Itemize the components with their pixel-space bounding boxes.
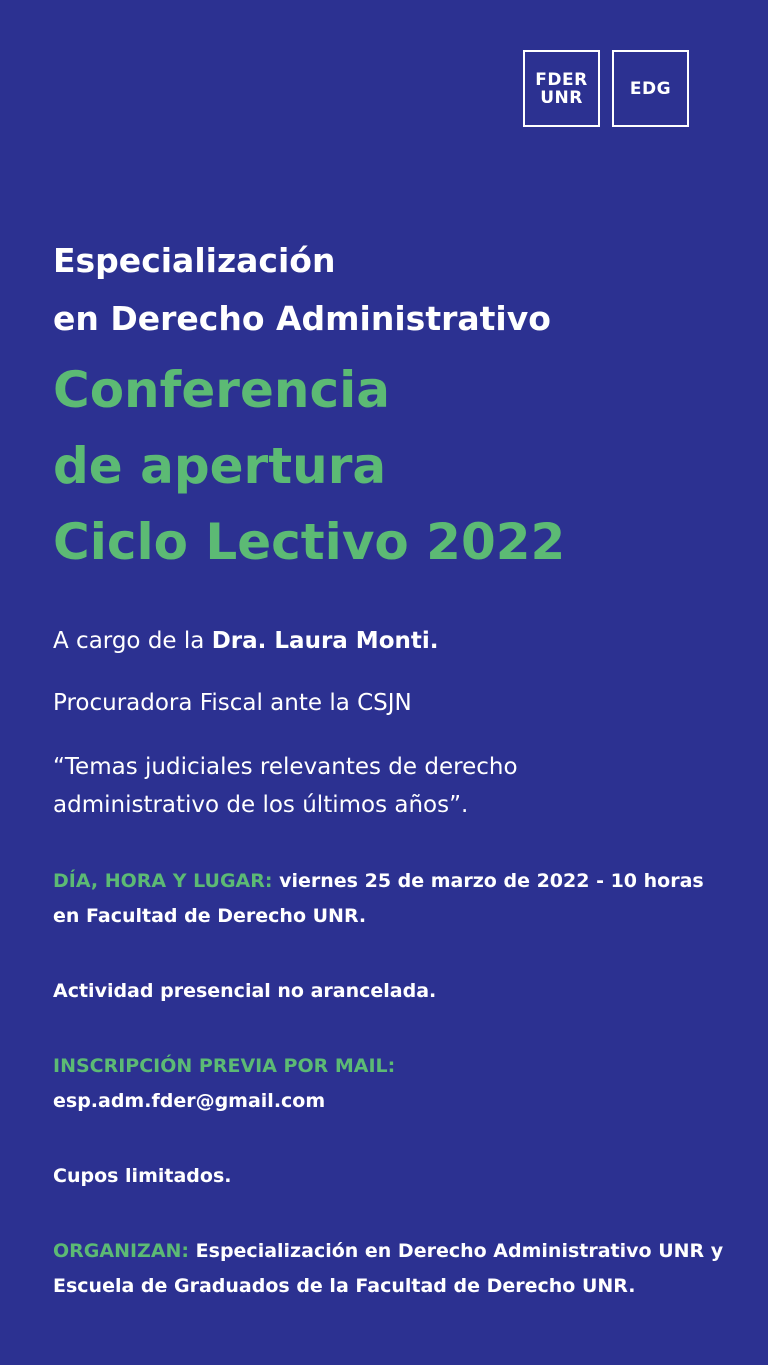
fder-unr-logo [523, 50, 600, 127]
speaker-role: Procuradora Fiscal ante la CSJN [53, 690, 412, 716]
registration-email: esp.adm.fder@gmail.com [53, 1090, 326, 1112]
date-value: viernes 25 de marzo de 2022 - 10 horas en Facultad de Derecho UNR. [53, 870, 704, 927]
headline-line3: Ciclo Lectivo 2022 [53, 513, 566, 571]
logo-group [523, 50, 689, 127]
talk-title: “Temas judiciales relevantes de derecho administrativo de los últimos años”. [53, 754, 518, 818]
speaker-name: Dra. Laura Monti. [211, 628, 439, 654]
poster-content [53, 232, 733, 1304]
registration [53, 1049, 733, 1119]
capacity-note: Cupos limitados. [53, 1165, 232, 1187]
fee-note: Actividad presencial no arancelada. [53, 980, 437, 1002]
program-title [53, 232, 733, 348]
speaker-prefix: A cargo de la [53, 628, 212, 654]
date-label: DÍA, HORA Y LUGAR: [53, 870, 273, 892]
organizers [53, 1234, 733, 1304]
headline-line2: de apertura [53, 437, 387, 495]
organizers-label: ORGANIZAN: [53, 1240, 190, 1262]
date-time-place [53, 864, 733, 934]
edg-logo [612, 50, 689, 127]
program-title-line2: en Derecho Administrativo [53, 299, 551, 338]
registration-label: INSCRIPCIÓN PREVIA POR MAIL: [53, 1055, 396, 1077]
fder-logo-line2: UNR [540, 87, 583, 108]
edg-logo-text: EDG [629, 78, 672, 99]
speaker-line [53, 626, 733, 656]
headline-line1: Conferencia [53, 361, 390, 419]
fder-logo-line1: FDER [535, 69, 588, 90]
program-title-line1: Especialización [53, 241, 336, 280]
event-headline [53, 352, 733, 580]
organizers-value: Especialización en Derecho Administrativo UNR y Escuela de Graduados de la Facultad de Derecho UNR. [53, 1240, 724, 1297]
